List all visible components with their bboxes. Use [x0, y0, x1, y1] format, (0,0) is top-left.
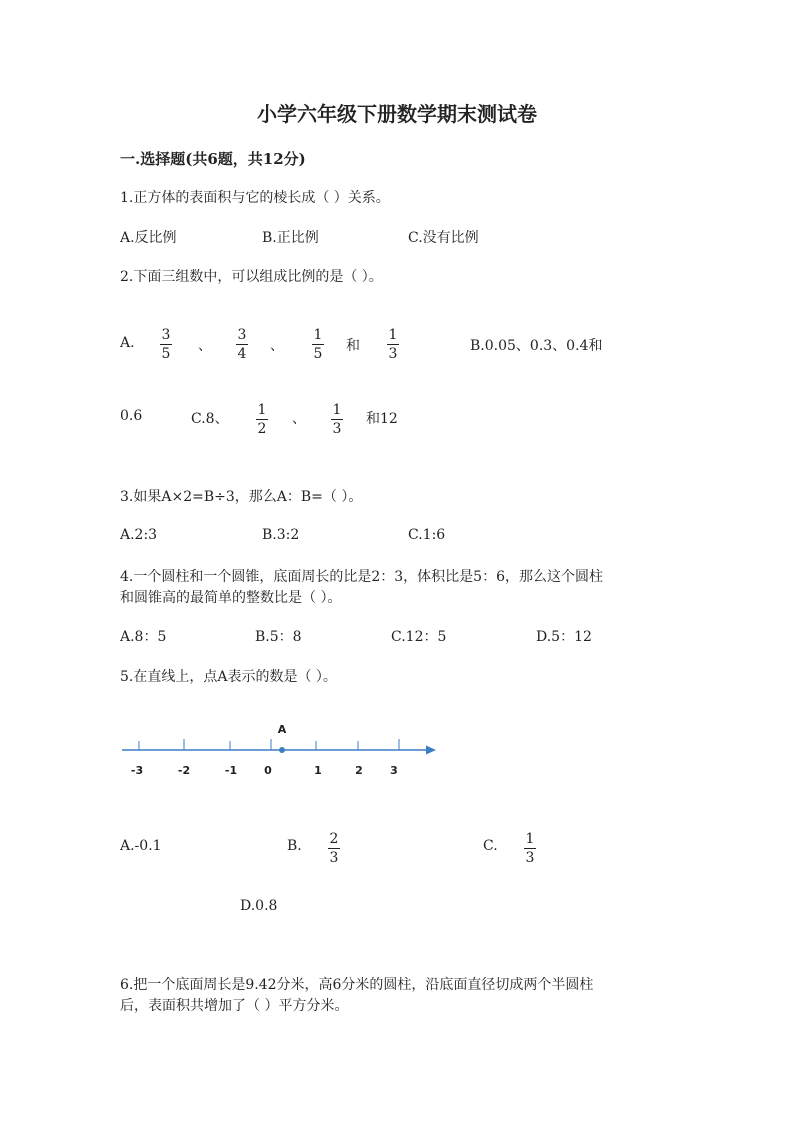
- question-4-line-1: 4.一个圆柱和一个圆锥，底面周长的比是2：3，体积比是5：6，那么这个圆柱: [120, 569, 603, 585]
- question-4-option-c: C.12：5: [391, 629, 447, 645]
- question-2-c-fraction-1: [254, 402, 270, 437]
- fraction-denominator: 3: [388, 346, 398, 362]
- question-5-option-d: D.0.8: [240, 898, 278, 914]
- question-2-c-fraction-2: [329, 402, 345, 437]
- question-2-text: 2.下面三组数中，可以组成比例的是（ ）。: [120, 269, 383, 285]
- number-line: [118, 718, 448, 782]
- question-1-option-c: C.没有比例: [408, 230, 479, 246]
- fraction-denominator: 5: [313, 346, 323, 362]
- question-6-line-2: 后，表面积共增加了（ ）平方分米。: [120, 998, 349, 1014]
- question-3-option-a: A.2:3: [120, 527, 158, 543]
- question-2-option-b-continued: 0.6: [120, 408, 143, 424]
- number-line-tick-label: 3: [390, 764, 398, 777]
- question-1-option-a: A.反比例: [120, 230, 177, 246]
- question-4-option-a: A.8：5: [120, 629, 167, 645]
- number-line-tick-label: -2: [177, 764, 191, 777]
- question-5-text: 5.在直线上，点A表示的数是（ ）。: [120, 669, 337, 685]
- fraction-denominator: 5: [161, 346, 171, 362]
- fraction-numerator: 1: [313, 327, 323, 343]
- section-heading: 一.选择题(共6题，共12分): [120, 150, 306, 168]
- question-2-separator: 、: [270, 338, 284, 354]
- question-6-line-1: 6.把一个底面周长是9.42分米，高6分米的圆柱，沿底面直径切成两个半圆柱: [120, 977, 594, 993]
- question-2-option-c-end: 和12: [366, 411, 398, 427]
- question-1-option-b: B.正比例: [262, 230, 319, 246]
- question-2-a-fraction-1: [158, 327, 174, 362]
- fraction-numerator: 1: [257, 402, 267, 418]
- fraction-numerator: 3: [237, 327, 247, 343]
- question-5-option-b-fraction: [326, 831, 342, 866]
- question-3-text: 3.如果A×2=B÷3，那么A：B=（ ）。: [120, 489, 363, 505]
- number-line-arrow-icon: [426, 746, 436, 755]
- question-3-option-c: C.1:6: [408, 527, 446, 543]
- fraction-numerator: 1: [332, 402, 342, 418]
- question-2-option-c-label: C.8、: [191, 411, 229, 427]
- question-2-option-a-label: A.: [120, 335, 135, 351]
- fraction-denominator: 4: [237, 346, 247, 362]
- number-line-tick-label: 0: [264, 764, 272, 777]
- question-2-a-fraction-2: [234, 327, 250, 362]
- question-4-option-b: B.5：8: [255, 629, 302, 645]
- fraction-numerator: 3: [161, 327, 171, 343]
- fraction-denominator: 2: [257, 421, 267, 437]
- question-2-separator: 、: [198, 338, 212, 354]
- question-4-line-2: 和圆锥高的最简单的整数比是（ ）。: [120, 590, 342, 606]
- question-5-option-b-label: B.: [287, 838, 302, 854]
- question-5-option-c-label: C.: [483, 838, 498, 854]
- question-5-option-a: A.-0.1: [120, 838, 162, 854]
- question-2-a-fraction-3: [310, 327, 326, 362]
- fraction-numerator: 1: [388, 327, 398, 343]
- fraction-denominator: 3: [329, 850, 339, 866]
- question-2-and: 和: [346, 338, 360, 354]
- fraction-denominator: 3: [525, 850, 535, 866]
- question-3-option-b: B.3:2: [262, 527, 300, 543]
- fraction-numerator: 2: [329, 831, 339, 847]
- point-a-label: A: [277, 723, 287, 736]
- number-line-tick-label: 2: [355, 764, 363, 777]
- question-2-separator: 、: [292, 411, 306, 427]
- number-line-tick-label: -3: [130, 764, 144, 777]
- fraction-numerator: 1: [525, 831, 535, 847]
- page-title: 小学六年级下册数学期末测试卷: [257, 102, 537, 126]
- question-2-a-fraction-4: [385, 327, 401, 362]
- number-line-tick-label: 1: [314, 764, 322, 777]
- fraction-denominator: 3: [332, 421, 342, 437]
- question-1-text: 1.正方体的表面积与它的棱长成（ ）关系。: [120, 190, 390, 206]
- number-line-tick-label: -1: [224, 764, 238, 777]
- point-a-marker: [279, 747, 285, 753]
- question-5-option-c-fraction: [522, 831, 538, 866]
- question-4-option-d: D.5：12: [536, 629, 592, 645]
- question-2-option-b: B.0.05、0.3、0.4和: [470, 338, 603, 354]
